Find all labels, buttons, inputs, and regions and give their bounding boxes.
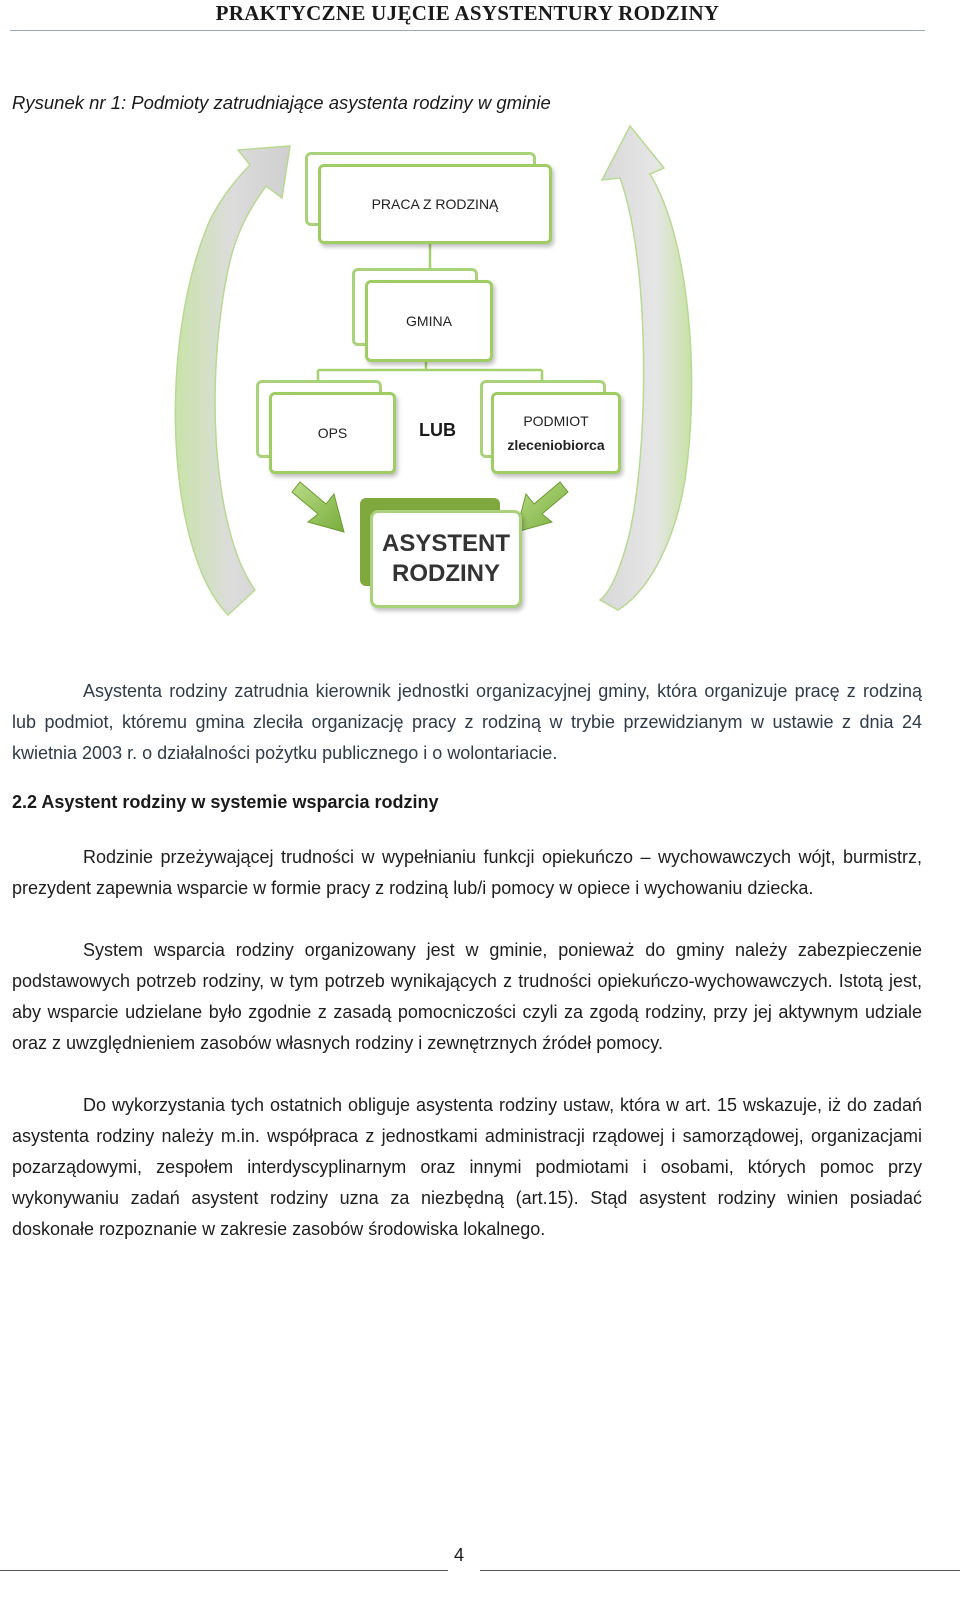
footer-line-right (480, 1570, 960, 1571)
paragraph-1: Asystenta rodziny zatrudnia kierownik jednostki organizacyjnej gminy, która organizuje pracę z rodziną lub podmiot, któremu gmina zleciła organizację pracy z rodziną w trybie przewidzianym w ustawie z dnia 24 kwietnia 2003 r. o działalności pożytku publicznego i o wolontariacie. (12, 681, 922, 763)
paragraph-2: Rodzinie przeżywającej trudności w wypełnianiu funkcji opiekuńczo – wychowawczych wójt, burmistrz, prezydent zapewnia wsparcie w formie pracy z rodziną lub/i pomocy w opiece i wychowaniu dziecka. (12, 847, 922, 898)
podmiot-box (491, 392, 621, 474)
page-header (10, 0, 925, 31)
rodziny-label: RODZINY (392, 560, 500, 587)
ops-label: OPS (317, 425, 348, 441)
gmina-box (365, 280, 493, 362)
org-diagram (150, 120, 710, 630)
zleceniobiorca-label: zleceniobiorca (507, 437, 605, 453)
page-number: 4 (454, 1545, 465, 1565)
down-arrow-right (516, 482, 568, 532)
ops-box (269, 392, 396, 474)
paragraph-3: System wsparcia rodziny organizowany jest w gminie, ponieważ do gminy należy zabezpieczenie podstawowych potrzeb rodziny, w tym potrzeb wynikających z trudności opiekuńczo-wychowawczych. Istotą jest, aby wsparcie udzielane było zgodnie z zasadą pomocniczości czyli za zgodą rodziny, przy jej aktywnym udziale oraz z uwzględnieniem zasobów własnych rodziny i zewnętrznych źródeł pomocy. (12, 940, 922, 1053)
header-title: PRAKTYCZNE UJĘCIE ASYSTENTURY RODZINY (215, 1, 720, 25)
lub-label: LUB (419, 420, 456, 440)
cycle-arrow-right (600, 126, 692, 610)
praca-z-rodzina-box (318, 164, 552, 244)
asystent-rodziny-box (370, 510, 522, 608)
asystent-label: ASYSTENT (381, 530, 510, 557)
down-arrow-left (292, 482, 344, 532)
podmiot-label: PODMIOT (523, 413, 589, 429)
gmina-label: GMINA (406, 313, 452, 329)
footer-line-left (0, 1570, 448, 1571)
figure-caption: Rysunek nr 1: Podmioty zatrudniające asystenta rodziny w gminie (12, 92, 551, 113)
section-heading: 2.2 Asystent rodziny w systemie wsparcia rodziny (12, 792, 439, 812)
paragraph-4: Do wykorzystania tych ostatnich obliguje asystenta rodziny ustaw, która w art. 15 wskazuje, iż do zadań asystenta rodziny należy m.in. współpraca z jednostkami administracji rządowej i samorządowej, organizacjami pozarządowymi, zespołem interdyscyplinarnym oraz innymi podmiotami i osobami, których pomoc przy wykonywaniu zadań asystent rodziny uzna za niezbędną (art.15). Stąd asystent rodziny winien posiadać doskonałe rozpoznanie w zakresie zasobów środowiska lokalnego. (12, 1095, 922, 1239)
praca-z-rodzina-label: PRACA Z RODZINĄ (371, 196, 499, 212)
